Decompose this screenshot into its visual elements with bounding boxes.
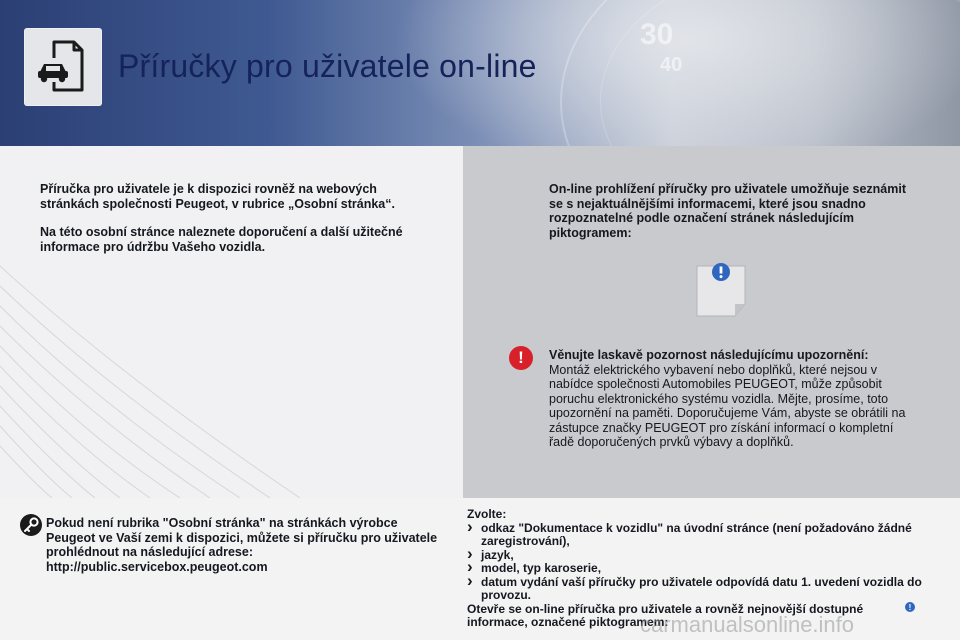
gauge-number-40: 40 [660,54,683,76]
instructions-closing: Otevře se on-line příručka pro uživatele a rovněž nejnovější dostupné informace, označené piktogramem: [467,601,864,629]
gauge-number-30: 30 [640,18,674,51]
instruction-steps-list [467,522,927,603]
watermark: carmanualsonline.info [640,612,855,637]
instruction-step: › model, typ karoserie, [467,562,927,576]
instruction-step: › jazyk, [467,549,927,563]
rubric-note-line-2: Peugeot ve Vaší zemi k dispozici, můžete si příručku pro uživatele [46,530,438,545]
small-info-pictogram-icon: ! [905,602,915,612]
instructions-lead: Zvolte: [467,507,507,521]
intro-paragraph-2: Na této osobní stránce naleznete doporučení a další užitečné informace pro údržbu Vašeho vozidla. [40,225,403,254]
key-icon [20,514,42,536]
updated-page-pictogram-icon [693,258,753,320]
servicebox-url-link[interactable]: http://public.servicebox.peugeot.com [46,559,268,574]
page-title: Příručky pro uživatele on-line [118,48,537,84]
online-info-text: On-line prohlížení příručky pro uživatele umožňuje seznámit se s nejaktuálnějšími informacemi, které jsou snadno rozpoznatelné podle označení stránek následujícím piktogramem: [549,182,907,240]
intro-panel [0,146,463,498]
rubric-note-line-1: Pokud není rubrika "Osobní stránka" na stránkách výrobce [46,516,398,530]
instruction-step: › datum vydání vaší příručky pro uživatele odpovídá datu 1. uvedení vozidla do provozu. [467,576,927,603]
warning-body: Montáž elektrického vybavení nebo doplňků, které nejsou v nabídce společnosti Automobiles PEUGEOT, může způsobit poruchu elektronického systému vozidla. Mějte, prosíme, toto upozornění na paměti. Doporučujeme Vám, abyste se obrátili na zástupce značky PEUGEOT pro získání informací o kompletní řadě doporučených prvků výbavy a doplňků. [549,362,906,449]
exclamation-warning-icon: ! [509,346,533,370]
instruction-step: › odkaz "Dokumentace k vozidlu" na úvodní stránce (není požadováno žádné zaregistrování), [467,522,927,549]
header-banner [0,0,960,146]
car-document-icon [24,28,102,106]
online-info-panel [463,146,960,498]
warning-heading: Věnujte laskavě pozornost následujícímu upozornění: [549,348,869,362]
rubric-note-line-3: prohlédnout na následující adrese: [46,545,253,559]
intro-paragraph-1: Příručka pro uživatele je k dispozici rovněž na webových stránkách společnosti Peugeot, v rubrice „Osobní stránka“. [40,182,395,211]
